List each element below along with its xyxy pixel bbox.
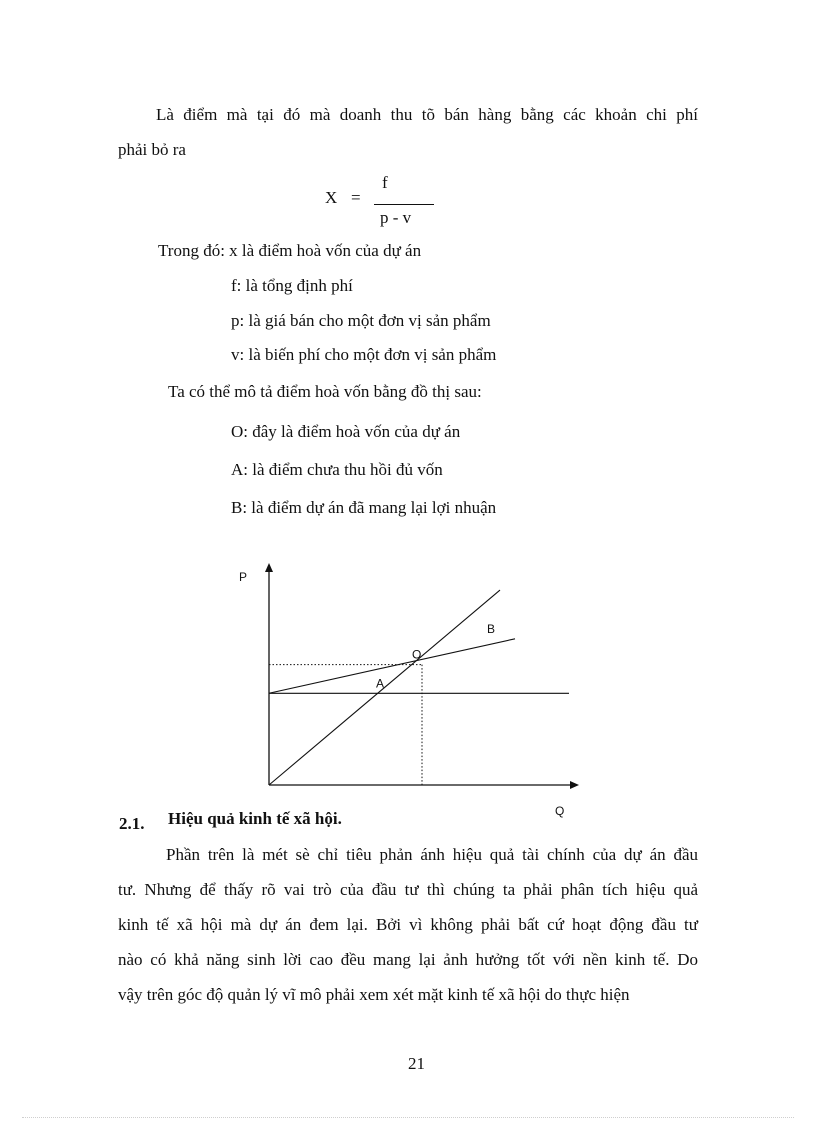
point-label-o: O	[412, 647, 422, 662]
point-o-desc: O: đây là điểm hoà vốn của dự án	[231, 422, 461, 441]
intro-line-2: phải bỏ ra	[118, 140, 186, 159]
definition-v: v: là biến phí cho một đơn vị sản phẩm	[231, 345, 497, 364]
intro-paragraph	[118, 97, 698, 167]
body-line-2: tư. Nhưng để thấy rõ vai trò của đầu tư thì chúng ta phải phân tích hiệu quả	[118, 880, 698, 899]
intro-line-1: Là điểm mà tại đó mà doanh thu tõ bán hàng bằng các khoản chi phí	[156, 105, 698, 124]
series-line-revenue	[269, 590, 500, 785]
section-number: 2.1.	[119, 814, 145, 833]
point-label-a: A	[376, 676, 385, 691]
body-line-5: vậy trên góc độ quản lý vĩ mô phải xem xét mặt kinh tế xã hội do thực hiện	[118, 985, 630, 1004]
formula-denominator: p - v	[380, 208, 412, 227]
formula-lhs: X	[325, 188, 338, 207]
body-line-3: kinh tế xã hội mà dự án đem lại. Bởi vì không phải bất cứ hoạt động đầu tư	[118, 915, 698, 934]
y-axis-arrow	[265, 563, 273, 572]
fraction-bar	[374, 204, 434, 205]
definitions-intro: Trong đó: x là điểm hoà vốn của dự án	[158, 241, 422, 260]
body-line-1: Phần trên là mét sè chỉ tiêu phản ánh hiệu quả tài chính của dự án đầu	[166, 845, 698, 864]
point-label-b: B	[487, 622, 496, 637]
bottom-divider	[22, 1117, 794, 1118]
break-even-chart	[225, 555, 605, 825]
x-axis-label: Q	[555, 804, 565, 818]
definition-p: p: là giá bán cho một đơn vị sản phẩm	[231, 311, 491, 330]
formula-equals: =	[351, 188, 361, 207]
page-number: 21	[408, 1054, 425, 1073]
formula-numerator: f	[382, 173, 388, 192]
body-paragraph	[118, 837, 698, 1012]
y-axis-label: P	[239, 570, 248, 584]
series-line-total-cost	[269, 639, 515, 693]
x-axis-arrow	[570, 781, 579, 789]
body-line-4: nào có khả năng sinh lời cao đều mang lại ảnh hưởng tốt với nền kinh tế. Do	[118, 950, 698, 969]
definition-f: f: là tổng định phí	[231, 276, 353, 295]
point-b-desc: B: là điểm dự án đã mang lại lợi nhuận	[231, 498, 497, 517]
point-a-desc: A: là điểm chưa thu hồi đủ vốn	[231, 460, 443, 479]
section-title: Hiệu quả kinh tế xã hội.	[168, 809, 342, 828]
graph-intro: Ta có thể mô tả điểm hoà vốn bằng đồ thị sau:	[168, 382, 482, 401]
